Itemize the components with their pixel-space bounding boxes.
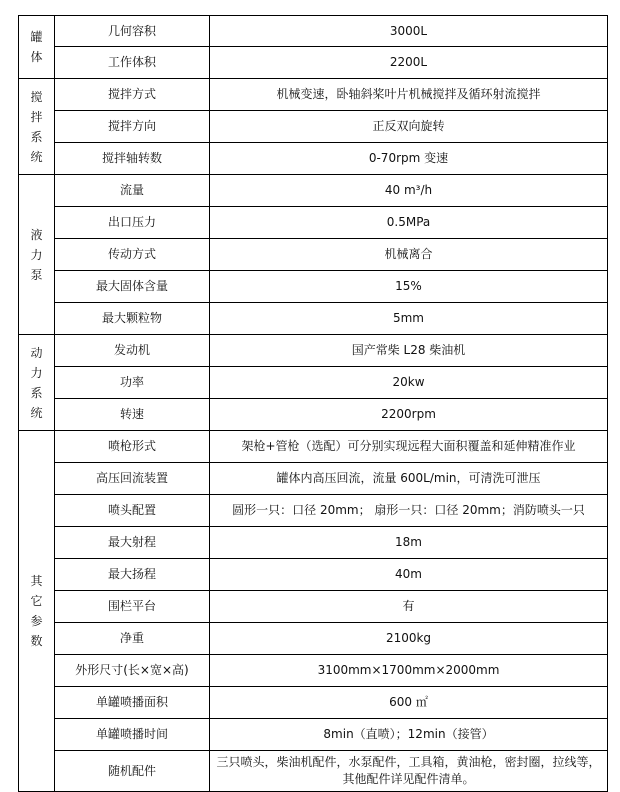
table-row [19, 495, 608, 527]
row-value: 罐体内高压回流，流量 600L/min，可清洗可泄压 [210, 463, 608, 495]
row-value: 有 [210, 591, 608, 623]
table-row [19, 207, 608, 239]
table-row [19, 591, 608, 623]
table-row [19, 175, 608, 207]
row-label: 最大固体含量 [55, 271, 210, 303]
row-value: 40m [210, 559, 608, 591]
table-row [19, 271, 608, 303]
row-value: 架枪+管枪（选配）可分别实现远程大面积覆盖和延伸精准作业 [210, 431, 608, 463]
row-value: 机械变速，卧轴斜桨叶片机械搅拌及循环射流搅拌 [210, 79, 608, 111]
row-value: 2100kg [210, 623, 608, 655]
row-value: 机械离合 [210, 239, 608, 271]
row-value: 3100mm×1700mm×2000mm [210, 655, 608, 687]
row-value: 0-70rpm 变速 [210, 143, 608, 175]
group-label-other: 其它参数 [19, 431, 55, 792]
row-label: 出口压力 [55, 207, 210, 239]
table-row [19, 16, 608, 47]
row-label: 发动机 [55, 335, 210, 367]
row-value: 圆形一只：口径 20mm； 扇形一只：口径 20mm；消防喷头一只 [210, 495, 608, 527]
group-label-tank: 罐体 [19, 16, 55, 79]
row-label: 围栏平台 [55, 591, 210, 623]
table-row [19, 111, 608, 143]
row-label: 最大颗粒物 [55, 303, 210, 335]
table-row [19, 719, 608, 751]
row-label: 高压回流装置 [55, 463, 210, 495]
table-row [19, 623, 608, 655]
row-label: 外形尺寸(长×宽×高) [55, 655, 210, 687]
row-value: 2200rpm [210, 399, 608, 431]
row-value: 三只喷头，柴油机配件，水泵配件，工具箱，黄油枪，密封圈，拉线等，其他配件详见配件清单。 [210, 751, 608, 792]
table-row [19, 367, 608, 399]
row-label: 喷头配置 [55, 495, 210, 527]
row-label: 工作体积 [55, 47, 210, 79]
row-label: 功率 [55, 367, 210, 399]
row-label: 单罐喷播时间 [55, 719, 210, 751]
row-label: 喷枪形式 [55, 431, 210, 463]
table-row [19, 143, 608, 175]
table-row [19, 431, 608, 463]
row-value: 正反双向旋转 [210, 111, 608, 143]
table-row [19, 47, 608, 79]
row-label: 随机配件 [55, 751, 210, 792]
row-value: 8min（直喷）；12min（接管） [210, 719, 608, 751]
row-value: 40 m³/h [210, 175, 608, 207]
row-value: 国产常柴 L28 柴油机 [210, 335, 608, 367]
row-value: 0.5MPa [210, 207, 608, 239]
table-row [19, 79, 608, 111]
row-label: 搅拌方向 [55, 111, 210, 143]
table-row [19, 303, 608, 335]
row-value: 3000L [210, 16, 608, 47]
row-value: 600 ㎡ [210, 687, 608, 719]
row-label: 最大射程 [55, 527, 210, 559]
group-label-mixing: 搅拌系统 [19, 79, 55, 175]
group-label-power: 动力系统 [19, 335, 55, 431]
table-row [19, 239, 608, 271]
row-label: 净重 [55, 623, 210, 655]
spec-table [18, 15, 608, 792]
table-row [19, 751, 608, 792]
row-label: 几何容积 [55, 16, 210, 47]
row-label: 搅拌方式 [55, 79, 210, 111]
row-value: 20kw [210, 367, 608, 399]
table-row [19, 527, 608, 559]
table-row [19, 655, 608, 687]
table-row [19, 335, 608, 367]
row-value: 18m [210, 527, 608, 559]
table-row [19, 399, 608, 431]
table-row [19, 463, 608, 495]
row-label: 传动方式 [55, 239, 210, 271]
row-label: 搅拌轴转数 [55, 143, 210, 175]
group-label-pump: 液力泵 [19, 175, 55, 335]
row-value: 15% [210, 271, 608, 303]
row-label: 最大扬程 [55, 559, 210, 591]
table-row [19, 687, 608, 719]
row-value: 5mm [210, 303, 608, 335]
row-label: 流量 [55, 175, 210, 207]
row-value: 2200L [210, 47, 608, 79]
row-label: 转速 [55, 399, 210, 431]
table-row [19, 559, 608, 591]
row-label: 单罐喷播面积 [55, 687, 210, 719]
